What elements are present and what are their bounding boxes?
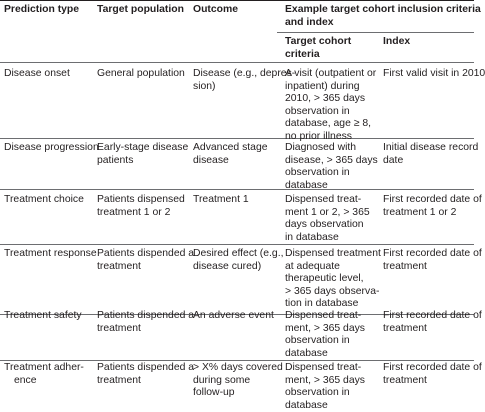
cell-cohort-criteria: Dispensed treat- ment, > 365 days observation in database [285, 362, 365, 411]
cell-index: Initial disease record date [383, 142, 479, 166]
cell-index: First recorded date of treatment 1 or 2 [383, 194, 482, 218]
cell-prediction-type: Treatment adher- ence [4, 362, 84, 386]
table-top-rule [0, 0, 474, 1]
cell-outcome: Advanced stage disease [193, 142, 268, 166]
header-sub-rule [277, 32, 474, 33]
header-target-cohort-criteria: Target cohort criteria [285, 36, 352, 60]
cell-target-population: Patients dispended a treatment [97, 248, 195, 272]
cell-target-population: Patients dispended a treatment [97, 310, 195, 334]
header-bottom-rule [0, 62, 474, 63]
cell-cohort-criteria: A visit (outpatient or inpatient) during 2010, > 365 days observation in database, age ≥ 8, no prior illness [285, 68, 377, 142]
header-prediction-type: Prediction type [4, 4, 80, 15]
cell-outcome: Disease (e.g., depres- sion) [193, 68, 296, 92]
cell-target-population: Early-stage disease patients [97, 142, 189, 166]
cell-outcome: Desired effect (e.g., disease cured) [193, 248, 284, 272]
cell-index: First recorded date of treatment [383, 310, 482, 334]
cell-cohort-criteria: Diagnosed with disease, > 365 days observation in database [285, 142, 378, 191]
cell-prediction-type: Treatment response [4, 248, 97, 259]
header-index: Index [383, 36, 411, 47]
cell-target-population: General population [97, 68, 185, 79]
cell-cohort-criteria: Dispensed treatment at adequate therapeutic level, > 365 days observa- tion in database [285, 248, 381, 309]
row-divider [0, 244, 474, 245]
cell-index: First valid visit in 2010 [383, 68, 485, 79]
cell-target-population: Patients dispensed treatment 1 or 2 [97, 194, 185, 218]
cell-prediction-type: Treatment safety [4, 310, 82, 321]
cell-cohort-criteria: Dispensed treat- ment 1 or 2, > 365 days observation in database [285, 194, 370, 243]
header-outcome: Outcome [193, 4, 239, 15]
row-divider [0, 138, 474, 139]
header-target-population: Target population [97, 4, 184, 15]
cell-index: First recorded date of treatment [383, 248, 482, 272]
header-example-criteria: Example target cohort inclusion criteria and index [285, 4, 481, 28]
cell-prediction-type: Treatment choice [4, 194, 84, 205]
cell-outcome: > X% days covered during some follow-up [193, 362, 283, 398]
cell-index: First recorded date of treatment [383, 362, 482, 386]
row-divider [0, 360, 474, 361]
cell-prediction-type: Disease progression [4, 142, 99, 153]
cell-outcome: Treatment 1 [193, 194, 249, 205]
cell-target-population: Patients dispended a treatment [97, 362, 195, 386]
cell-cohort-criteria: Dispensed treat- ment, > 365 days observation in database [285, 310, 365, 359]
row-divider [0, 189, 474, 190]
cell-outcome: An adverse event [193, 310, 274, 321]
cell-prediction-type: Disease onset [4, 68, 70, 79]
